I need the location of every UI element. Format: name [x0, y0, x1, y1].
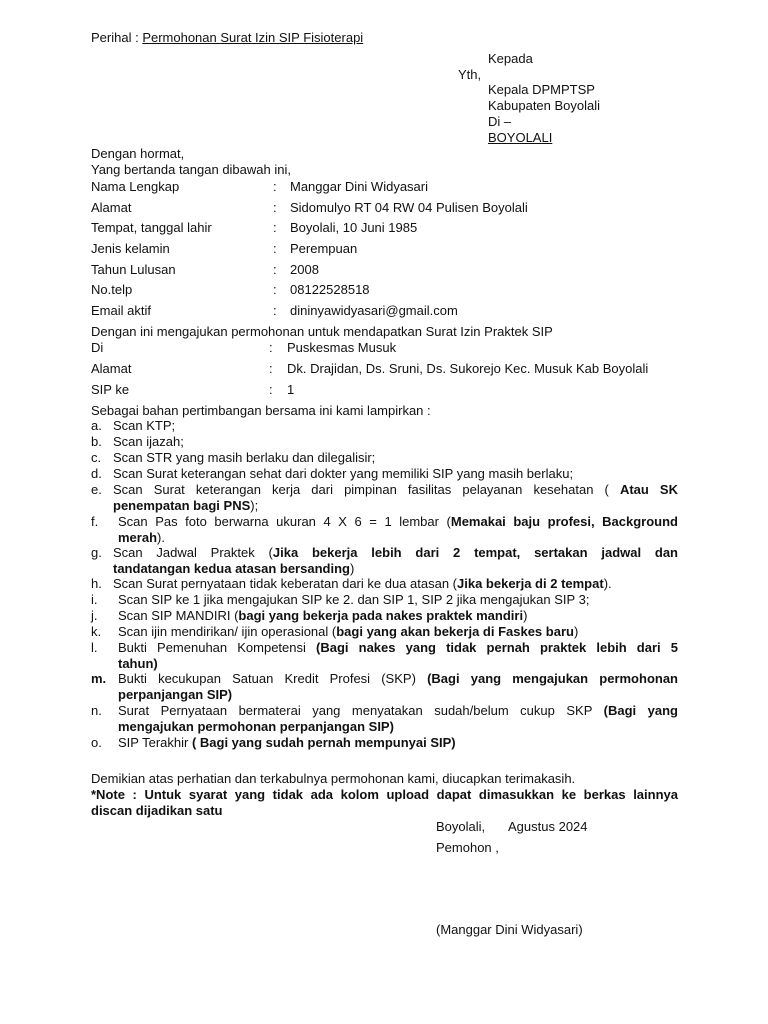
list-marker: f. — [91, 514, 99, 529]
field-label: Email aktif — [91, 303, 151, 318]
field-row-graduation — [91, 262, 691, 278]
list-text-line: Scan Jadwal Praktek (Jika bekerja lebih dari 2 tempat, sertakan jadwal dan — [113, 545, 678, 560]
field-row-email — [91, 303, 691, 319]
list-text: Scan ijin mendirikan/ ijin operasional (bagi yang akan bekerja di Faskes baru) — [118, 624, 579, 639]
list-item-b — [91, 434, 678, 450]
field-label: Jenis kelamin — [91, 241, 170, 256]
list-item-j — [91, 608, 678, 624]
list-item-f — [91, 514, 678, 546]
field-value: 1 — [287, 382, 295, 397]
field-row-name — [91, 179, 691, 195]
field-label: Tempat, tanggal lahir — [91, 220, 212, 235]
list-text: Scan KTP; — [113, 418, 176, 433]
field-value: Boyolali, 10 Juni 1985 — [290, 220, 418, 235]
list-item-o — [91, 735, 678, 751]
field-colon: : — [269, 361, 273, 376]
field-value: Manggar Dini Widyasari — [290, 179, 428, 194]
list-text-line: tahun) — [118, 656, 158, 671]
list-text-line: Surat Pernyataan bermaterai yang menyatakan sudah/belum cukup SKP (Bagi yang — [118, 703, 678, 718]
list-item-k — [91, 624, 678, 640]
list-text-line: penempatan bagi PNS); — [113, 498, 259, 513]
subject-label: Perihal : — [91, 30, 143, 45]
recipient-city: BOYOLALI — [488, 130, 553, 145]
field-row-phone — [91, 282, 691, 298]
list-marker: i. — [91, 592, 98, 607]
field-colon: : — [273, 262, 277, 277]
list-text-line: perpanjangan SIP) — [118, 687, 233, 702]
list-marker: j. — [91, 608, 98, 623]
list-item-d — [91, 466, 678, 482]
attachments-intro: Sebagai bahan pertimbangan bersama ini kami lampirkan : — [91, 403, 431, 418]
field-label: Di — [91, 340, 104, 355]
field-value: Dk. Drajidan, Ds. Sruni, Ds. Sukorejo Kec. Musuk Kab Boyolali — [287, 361, 649, 376]
list-marker: d. — [91, 466, 102, 481]
list-text-line: Scan Surat keterangan kerja dari pimpinan fasilitas pelayanan kesehatan ( Atau SK — [113, 482, 678, 497]
recipient-kepada: Kepada — [488, 51, 533, 66]
list-marker: m. — [91, 671, 107, 686]
list-marker: g. — [91, 545, 102, 560]
practice-row-sip — [91, 382, 691, 398]
list-item-n — [91, 703, 678, 735]
list-text-line: merah). — [118, 530, 165, 545]
list-marker: k. — [91, 624, 102, 639]
list-text-line: tandatangan kedua atasan bersanding) — [113, 561, 355, 576]
list-marker: n. — [91, 703, 102, 718]
field-value: 2008 — [290, 262, 319, 277]
list-item-i — [91, 592, 678, 608]
list-text-line: mengajukan permohonan perpanjangan SIP) — [118, 719, 394, 734]
list-item-a — [91, 418, 678, 434]
field-colon: : — [269, 382, 273, 397]
list-item-c — [91, 450, 678, 466]
recipient-region: Kabupaten Boyolali — [488, 98, 601, 113]
list-text: Scan Surat keterangan sehat dari dokter yang memiliki SIP yang masih berlaku; — [113, 466, 574, 481]
list-marker: a. — [91, 418, 102, 433]
field-colon: : — [273, 303, 277, 318]
subject-value: Permohonan Surat Izin SIP Fisioterapi — [142, 30, 364, 45]
list-text-line: Bukti Pemenuhan Kompetensi (Bagi nakes yang tidak pernah praktek lebih dari 5 — [118, 640, 678, 655]
intro-text: Yang bertanda tangan dibawah ini, — [91, 162, 291, 177]
recipient-di: Di – — [488, 114, 512, 129]
list-text: Scan Surat pernyataan tidak keberatan dari ke dua atasan (Jika bekerja di 2 tempat). — [113, 576, 612, 591]
field-value: dininyawidyasari@gmail.com — [290, 303, 458, 318]
field-colon: : — [269, 340, 273, 355]
subject-line — [91, 30, 363, 46]
field-row-address — [91, 200, 691, 216]
field-colon: : — [273, 179, 277, 194]
list-text: SIP Terakhir ( Bagi yang sudah pernah mempunyai SIP) — [118, 735, 456, 750]
field-label: Alamat — [91, 361, 132, 376]
list-item-g — [91, 545, 678, 577]
list-item-m — [91, 671, 678, 703]
note-line-1: *Note : Untuk syarat yang tidak ada kolom upload dapat dimasukkan ke berkas lainnya — [91, 787, 678, 802]
list-item-e — [91, 482, 678, 514]
field-value: Perempuan — [290, 241, 358, 256]
list-marker: h. — [91, 576, 102, 591]
field-label: Tahun Lulusan — [91, 262, 176, 277]
field-label: Alamat — [91, 200, 132, 215]
list-marker: b. — [91, 434, 102, 449]
field-row-gender — [91, 241, 691, 257]
closing-text: Demikian atas perhatian dan terkabulnya permohonan kami, diucapkan terimakasih. — [91, 771, 576, 786]
list-marker: c. — [91, 450, 102, 465]
field-colon: : — [273, 220, 277, 235]
field-colon: : — [273, 282, 277, 297]
signature-name: (Manggar Dini Widyasari) — [436, 922, 583, 937]
field-value: Puskesmas Musuk — [287, 340, 397, 355]
field-row-birth — [91, 220, 691, 236]
signature-date: Agustus 2024 — [508, 819, 588, 834]
list-marker: l. — [91, 640, 98, 655]
note-line-2: discan dijadikan satu — [91, 803, 223, 818]
request-intro: Dengan ini mengajukan permohonan untuk mendapatkan Surat Izin Praktek SIP — [91, 324, 553, 339]
field-colon: : — [273, 241, 277, 256]
field-label: SIP ke — [91, 382, 130, 397]
practice-row-location — [91, 340, 691, 356]
field-label: Nama Lengkap — [91, 179, 180, 194]
list-text: Scan SIP ke 1 jika mengajukan SIP ke 2. dan SIP 1, SIP 2 jika mengajukan SIP 3; — [118, 592, 590, 607]
practice-row-address — [91, 361, 691, 377]
list-text-line: Scan Pas foto berwarna ukuran 4 X 6 = 1 lembar (Memakai baju profesi, Background — [118, 514, 678, 529]
list-text: Scan SIP MANDIRI (bagi yang bekerja pada nakes praktek mandiri) — [118, 608, 528, 623]
list-item-l — [91, 640, 678, 672]
list-marker: o. — [91, 735, 102, 750]
field-value: 08122528518 — [290, 282, 370, 297]
field-value: Sidomulyo RT 04 RW 04 Pulisen Boyolali — [290, 200, 528, 215]
list-marker: e. — [91, 482, 102, 497]
recipient-yth: Yth, — [458, 67, 482, 82]
list-text: Scan STR yang masih berlaku dan dilegalisir; — [113, 450, 376, 465]
field-label: No.telp — [91, 282, 133, 297]
signature-place: Boyolali, — [436, 819, 486, 834]
list-text-line: Bukti kecukupan Satuan Kredit Profesi (SKP) (Bagi yang mengajukan permohonan — [118, 671, 678, 686]
field-colon: : — [273, 200, 277, 215]
list-text: Scan ijazah; — [113, 434, 184, 449]
greeting: Dengan hormat, — [91, 146, 185, 161]
list-item-h — [91, 576, 678, 592]
recipient-title: Kepala DPMPTSP — [488, 82, 595, 97]
signature-role: Pemohon , — [436, 840, 499, 855]
